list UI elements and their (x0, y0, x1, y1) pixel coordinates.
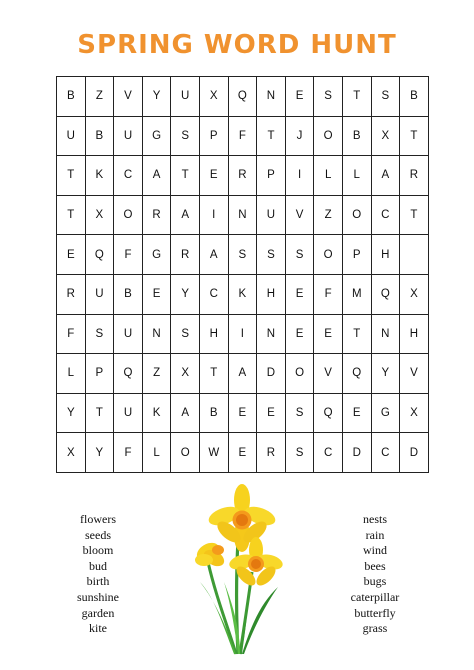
grid-cell: A (372, 156, 401, 196)
grid-cell: R (400, 156, 429, 196)
grid-cell: L (143, 433, 172, 473)
grid-cell: Y (171, 275, 200, 315)
grid-cell: V (286, 196, 315, 236)
word-list-item: rain (365, 527, 385, 542)
grid-cell: S (257, 235, 286, 275)
grid-cell: T (400, 117, 429, 157)
grid-cell: H (400, 315, 429, 355)
grid-cell: A (143, 156, 172, 196)
grid-cell: U (257, 196, 286, 236)
grid-cell: E (143, 275, 172, 315)
grid-cell: C (372, 196, 401, 236)
word-list-item: bud (89, 558, 107, 573)
grid-cell: Z (86, 77, 115, 117)
grid-cell: G (372, 394, 401, 434)
word-list-item: bugs (363, 574, 387, 589)
grid-cell: Z (314, 196, 343, 236)
grid-cell: C (200, 275, 229, 315)
word-list-item: bees (364, 558, 386, 573)
grid-cell: O (171, 433, 200, 473)
grid-cell: S (372, 77, 401, 117)
grid-cell: S (229, 235, 258, 275)
grid-cell: S (314, 77, 343, 117)
grid-cell: H (200, 315, 229, 355)
grid-cell: Y (57, 394, 86, 434)
grid-cell: S (286, 235, 315, 275)
grid-cell: R (57, 275, 86, 315)
grid-cell: X (171, 354, 200, 394)
grid-cell: E (57, 235, 86, 275)
grid-cell (400, 235, 429, 275)
grid-cell: E (257, 394, 286, 434)
grid-cell: E (229, 433, 258, 473)
grid-cell: T (86, 394, 115, 434)
grid-cell: X (400, 275, 429, 315)
grid-cell: P (257, 156, 286, 196)
grid-cell: A (229, 354, 258, 394)
grid-cell: U (57, 117, 86, 157)
grid-cell: R (229, 156, 258, 196)
grid-cell: B (114, 275, 143, 315)
grid-cell: O (314, 117, 343, 157)
grid-cell: P (200, 117, 229, 157)
word-list-item: garden (81, 605, 115, 620)
grid-cell: W (200, 433, 229, 473)
grid-cell: P (343, 235, 372, 275)
grid-cell: E (200, 156, 229, 196)
word-list-item: wind (363, 543, 387, 558)
grid-cell: C (114, 156, 143, 196)
grid-cell: V (114, 77, 143, 117)
word-list-item: seeds (85, 527, 111, 542)
grid-cell: S (286, 433, 315, 473)
grid-cell: G (143, 117, 172, 157)
grid-cell: T (57, 156, 86, 196)
grid-cell: X (57, 433, 86, 473)
grid-cell: E (286, 315, 315, 355)
grid-cell: P (86, 354, 115, 394)
grid-cell: Y (86, 433, 115, 473)
grid-cell: D (400, 433, 429, 473)
grid-cell: F (114, 433, 143, 473)
grid-cell: O (314, 235, 343, 275)
grid-cell: S (171, 315, 200, 355)
word-list-item: flowers (80, 512, 116, 526)
grid-cell: R (257, 433, 286, 473)
grid-cell: Y (372, 354, 401, 394)
grid-cell: H (372, 235, 401, 275)
grid-cell: Q (229, 77, 258, 117)
word-list-item: kite (89, 621, 107, 636)
word-list-right (310, 512, 440, 637)
grid-cell: F (57, 315, 86, 355)
daffodil-illustration (186, 482, 292, 657)
grid-cell: F (229, 117, 258, 157)
grid-cell: L (343, 156, 372, 196)
grid-cell: B (57, 77, 86, 117)
grid-cell: J (286, 117, 315, 157)
grid-cell: O (286, 354, 315, 394)
grid-cell: T (171, 156, 200, 196)
grid-cell: U (114, 117, 143, 157)
grid-cell: U (171, 77, 200, 117)
grid-cell: N (229, 196, 258, 236)
grid-cell: Z (143, 354, 172, 394)
grid-cell: I (229, 315, 258, 355)
grid-cell: S (86, 315, 115, 355)
word-list-item: sunshine (77, 589, 119, 604)
grid-cell: D (343, 433, 372, 473)
grid-cell: B (200, 394, 229, 434)
grid-cell: H (257, 275, 286, 315)
grid-cell: X (400, 394, 429, 434)
word-list-item: bloom (82, 543, 114, 558)
grid-cell: T (400, 196, 429, 236)
grid-cell: I (200, 196, 229, 236)
grid-cell: E (286, 275, 315, 315)
grid-cell: B (400, 77, 429, 117)
grid-cell: G (143, 235, 172, 275)
word-list-left (33, 512, 163, 637)
grid-cell: U (114, 315, 143, 355)
grid-cell: D (257, 354, 286, 394)
grid-cell: E (343, 394, 372, 434)
grid-cell: T (57, 196, 86, 236)
grid-cell: O (114, 196, 143, 236)
word-list-item: grass (362, 621, 388, 636)
grid-cell: N (143, 315, 172, 355)
grid-cell: Q (86, 235, 115, 275)
grid-cell: B (343, 117, 372, 157)
grid-cell: K (143, 394, 172, 434)
grid-cell: C (372, 433, 401, 473)
grid-cell: N (372, 315, 401, 355)
grid-cell: A (200, 235, 229, 275)
grid-cell: U (114, 394, 143, 434)
word-list-item: nests (363, 512, 387, 526)
grid-cell: S (171, 117, 200, 157)
grid-cell: X (372, 117, 401, 157)
grid-cell: O (343, 196, 372, 236)
grid-cell: E (229, 394, 258, 434)
grid-cell: Q (314, 394, 343, 434)
grid-cell: C (314, 433, 343, 473)
grid-cell: U (86, 275, 115, 315)
word-list-item: butterfly (354, 605, 396, 620)
grid-cell: M (343, 275, 372, 315)
grid-cell: L (314, 156, 343, 196)
grid-cell: R (171, 235, 200, 275)
grid-cell: Q (372, 275, 401, 315)
grid-cell: Y (143, 77, 172, 117)
grid-cell: Q (343, 354, 372, 394)
grid-cell: T (343, 315, 372, 355)
grid-cell: X (200, 77, 229, 117)
grid-cell: E (314, 315, 343, 355)
grid-cell: V (314, 354, 343, 394)
grid-cell: N (257, 77, 286, 117)
grid-cell: B (86, 117, 115, 157)
grid-cell: N (257, 315, 286, 355)
grid-cell: F (114, 235, 143, 275)
grid-cell: Q (114, 354, 143, 394)
grid-cell: K (86, 156, 115, 196)
grid-cell: T (343, 77, 372, 117)
page-title: SPRING WORD HUNT (77, 30, 397, 60)
grid-cell: K (229, 275, 258, 315)
word-search-grid (56, 76, 429, 473)
grid-cell: L (57, 354, 86, 394)
grid-cell: T (200, 354, 229, 394)
word-list-item: birth (86, 574, 110, 589)
grid-cell: S (286, 394, 315, 434)
grid-cell: E (286, 77, 315, 117)
grid-cell: A (171, 394, 200, 434)
word-list-item: caterpillar (350, 589, 400, 604)
grid-cell: X (86, 196, 115, 236)
grid-cell: V (400, 354, 429, 394)
grid-cell: I (286, 156, 315, 196)
grid-cell: A (171, 196, 200, 236)
grid-cell: R (143, 196, 172, 236)
grid-cell: F (314, 275, 343, 315)
grid-cell: T (257, 117, 286, 157)
